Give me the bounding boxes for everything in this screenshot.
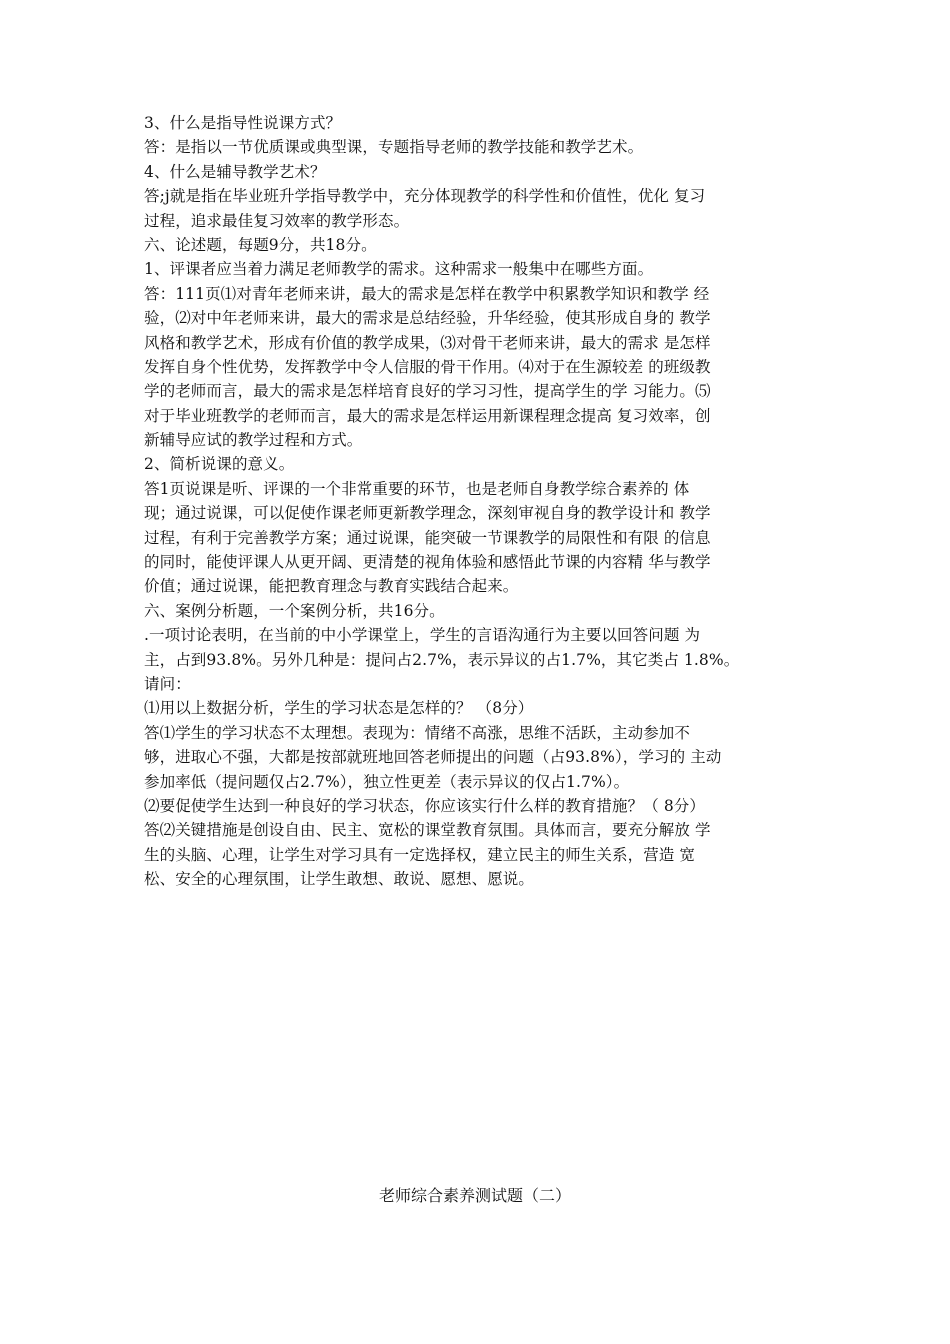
case-answer-1-line: 够，进取心不强，大都是按部就班地回答老师提出的问题（占93.8%），学习的 主动 xyxy=(144,748,722,767)
answer-4-line: 过程，追求最佳复习效率的教学形态。 xyxy=(144,211,410,230)
case-answer-1-line: 参加率低（提问题仅占2.7%），独立性更差（表示异议的仅占1.7%）。 xyxy=(144,772,630,791)
section-case-heading: 六、案例分析题，一个案例分析，共16分。 xyxy=(144,601,445,620)
essay-answer-1-line: 答：111页⑴对青年老师来讲，最大的需求是怎样在教学中积累教学知识和教学 经 xyxy=(144,284,710,303)
essay-answer-2-line: 的同时，能使评课人从更开阔、更清楚的视角体验和感悟此节课的内容精 华与教学 xyxy=(144,553,711,572)
case-answer-2-line: 松、安全的心理氛围，让学生敢想、敢说、愿想、愿说。 xyxy=(144,870,535,889)
essay-answer-2-line: 现；通过说课，可以促使作课老师更新教学理念，深刻审视自身的教学设计和 教学 xyxy=(144,504,711,523)
case-question-1: ⑴用以上数据分析，学生的学习状态是怎样的？ （8分） xyxy=(144,699,534,718)
case-answer-1-line: 答⑴学生的学习状态不太理想。表现为：情绪不高涨，思维不活跃，主动参加不 xyxy=(144,723,691,742)
essay-answer-2-line: 答1页说课是听、评课的一个非常重要的环节，也是老师自身教学综合素养的 体 xyxy=(144,479,690,498)
essay-answer-2-line: 过程，有利于完善教学方案；通过说课，能突破一节课教学的局限性和有限 的信息 xyxy=(144,528,711,547)
answer-4-line: 答;j就是指在毕业班升学指导教学中，充分体现教学的科学性和价值性，优化 复习 xyxy=(144,187,706,206)
case-question-2: ⑵要促使学生达到一种良好的学习状态，你应该实行什么样的教育措施？（ 8分） xyxy=(144,796,705,815)
essay-answer-1-line: 学的老师而言，最大的需求是怎样培育良好的学习习性，提高学生的学 习能力。⑸ xyxy=(144,382,711,401)
essay-question-1: 1、评课者应当着力满足老师教学的需求。这种需求一般集中在哪些方面。 xyxy=(144,260,654,279)
essay-answer-1-line: 验，⑵对中年老师来讲，最大的需求是总结经验，升华经验，使其形成自身的 教学 xyxy=(144,309,711,328)
question-4-title: 4、什么是辅导教学艺术？ xyxy=(144,162,326,181)
body-text xyxy=(144,111,824,892)
next-test-title: 老师综合素养测试题（二） xyxy=(378,1186,571,1205)
essay-answer-1-line: 风格和教学艺术，形成有价值的教学成果，⑶对骨干老师来讲，最大的需求 是怎样 xyxy=(144,333,711,352)
case-description-line: 主，占到93.8%。另外几种是：提问占2.7%，表示异议的占1.7%，其它类占 1.8%。 xyxy=(144,650,740,669)
case-description-line: .一项讨论表明，在当前的中小学课堂上，学生的言语沟通行为主要以回答问题 为 xyxy=(144,626,701,645)
essay-answer-2-line: 价值；通过说课，能把教育理念与教育实践结合起来。 xyxy=(144,577,519,596)
essay-question-2: 2、简析说课的意义。 xyxy=(144,455,295,474)
case-answer-2-line: 生的头脑、心理，让学生对学习具有一定选择权，建立民主的师生关系，营造 宽 xyxy=(144,845,696,864)
case-ask: 请问： xyxy=(144,674,191,693)
case-answer-2-line: 答⑵关键措施是创设自由、民主、宽松的课堂教育氛围。具体而言，要充分解放 学 xyxy=(144,821,711,840)
essay-answer-1-line: 新辅导应试的教学过程和方式。 xyxy=(144,431,363,450)
essay-answer-1-line: 对于毕业班教学的老师而言，最大的需求是怎样运用新课程理念提高 复习效率，创 xyxy=(144,406,711,425)
answer-3: 答：是指以一节优质课或典型课，专题指导老师的教学技能和教学艺术。 xyxy=(144,138,644,157)
essay-answer-1-line: 发挥自身个性优势，发挥教学中令人信服的骨干作用。⑷对于在生源较差 的班级教 xyxy=(144,357,711,376)
question-3-title: 3、什么是指导性说课方式？ xyxy=(144,114,342,132)
section-essay-heading: 六、论述题，每题9分，共18分。 xyxy=(144,235,377,254)
